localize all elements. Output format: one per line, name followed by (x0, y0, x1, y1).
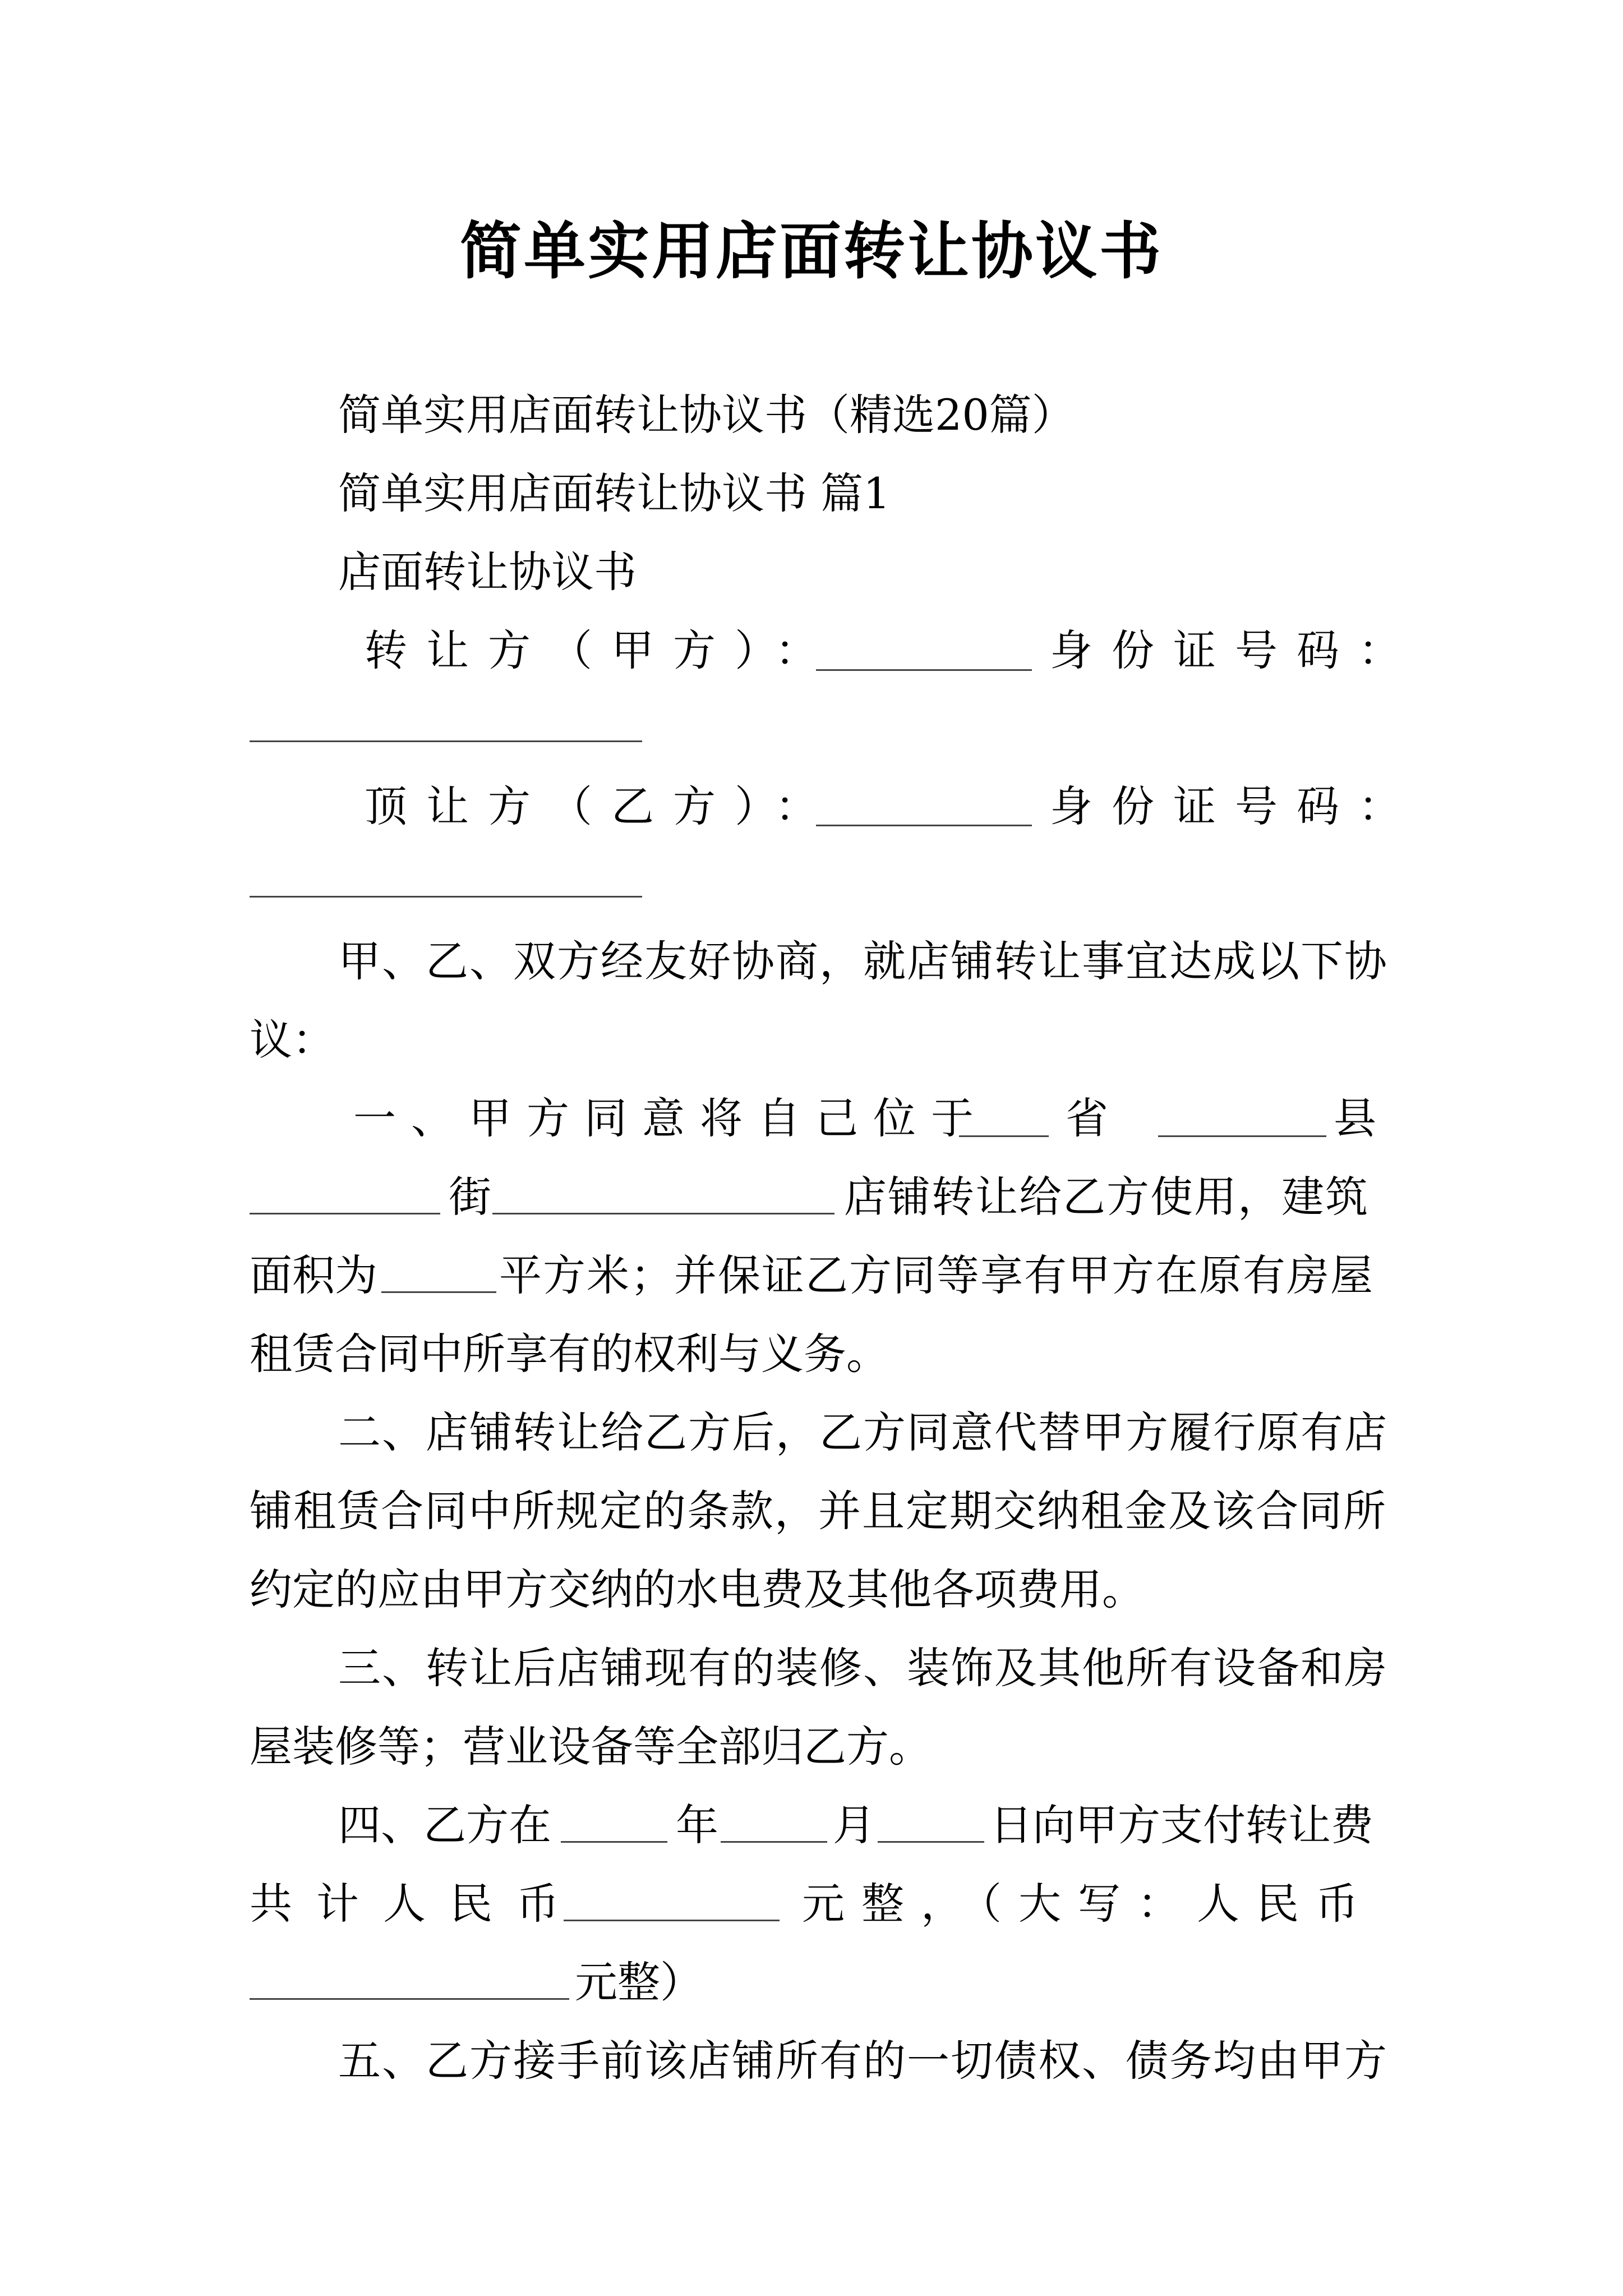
clause4-e: 元整） (575, 1957, 703, 2007)
clause1-a: 一、甲方同意将自己位于 (353, 1093, 989, 1143)
clause4-d: 元整，（大写：人民币 (802, 1879, 1375, 1929)
doc-heading: 店面转让协议书 (338, 547, 637, 597)
clause4-b: 日向甲方支付转让费 (990, 1800, 1373, 1850)
party-b-name-blank (816, 825, 1032, 826)
party-a-label: 转让方（甲方）： (365, 625, 837, 675)
clause1-b: 店铺转让给乙方使用，建筑 (844, 1172, 1369, 1222)
party-b-id-blank (250, 896, 642, 898)
clause4-amount-blank (564, 1920, 780, 1921)
clause4-month: 月 (833, 1800, 875, 1850)
clause4-amount-words-blank (250, 1998, 569, 2000)
clause4-year-blank (561, 1841, 667, 1843)
clause2-line-1: 二、店铺转让给乙方后，乙方同意代替甲方履行原有店 (338, 1407, 1388, 1457)
clause1-province-blank (959, 1135, 1049, 1137)
clause4-a: 四、乙方在 (338, 1800, 551, 1850)
clause4-day-blank (878, 1841, 984, 1843)
party-b-id-label: 身份证号码： (1050, 781, 1420, 831)
intro-line-1: 甲、乙、双方经友好协商，就店铺转让事宜达成以下协 (338, 936, 1388, 986)
party-a-id-blank (250, 740, 642, 742)
clause4-year: 年 (676, 1800, 718, 1850)
intro-line-2: 议： (250, 1015, 335, 1065)
clause1-county: 县 (1334, 1093, 1376, 1143)
clause4-month-blank (721, 1841, 827, 1843)
clause5-line-1: 五、乙方接手前该店铺所有的一切债权、债务均由甲方 (338, 2036, 1388, 2086)
clause4-c: 共计人民币 (250, 1879, 583, 1929)
clause2-line-3: 约定的应由甲方交纳的水电费及其他各项费用。 (250, 1565, 1145, 1614)
clause2-line-2: 铺租赁合同中所规定的条款，并且定期交纳租金及该合同所 (250, 1486, 1387, 1536)
clause1-county-blank (1158, 1135, 1326, 1137)
party-a-name-blank (816, 669, 1032, 671)
clause1-province: 省 (1066, 1093, 1108, 1143)
clause3-line-1: 三、转让后店铺现有的装修、装饰及其他所有设备和房 (338, 1643, 1388, 1693)
party-b-label: 顶让方（乙方）： (365, 781, 837, 831)
document-title: 简单实用店面转让协议书 (460, 215, 1163, 287)
subtitle: 简单实用店面转让协议书（精选20篇） (338, 390, 1075, 440)
clause1-c: 面积为 (250, 1250, 377, 1300)
clause1-street: 街 (449, 1172, 491, 1222)
section-heading: 简单实用店面转让协议书 篇1 (338, 468, 891, 518)
clause1-street-blank (492, 1213, 834, 1214)
clause1-e: 租赁合同中所享有的权利与义务。 (250, 1329, 889, 1379)
clause1-d: 平方米；并保证乙方同等享有甲方在原有房屋 (499, 1250, 1374, 1300)
clause1-area-blank (381, 1291, 496, 1293)
clause3-line-2: 屋装修等；营业设备等全部归乙方。 (250, 1722, 932, 1772)
clause1-street-pre-blank (250, 1213, 440, 1214)
party-a-id-label: 身份证号码： (1050, 625, 1420, 675)
